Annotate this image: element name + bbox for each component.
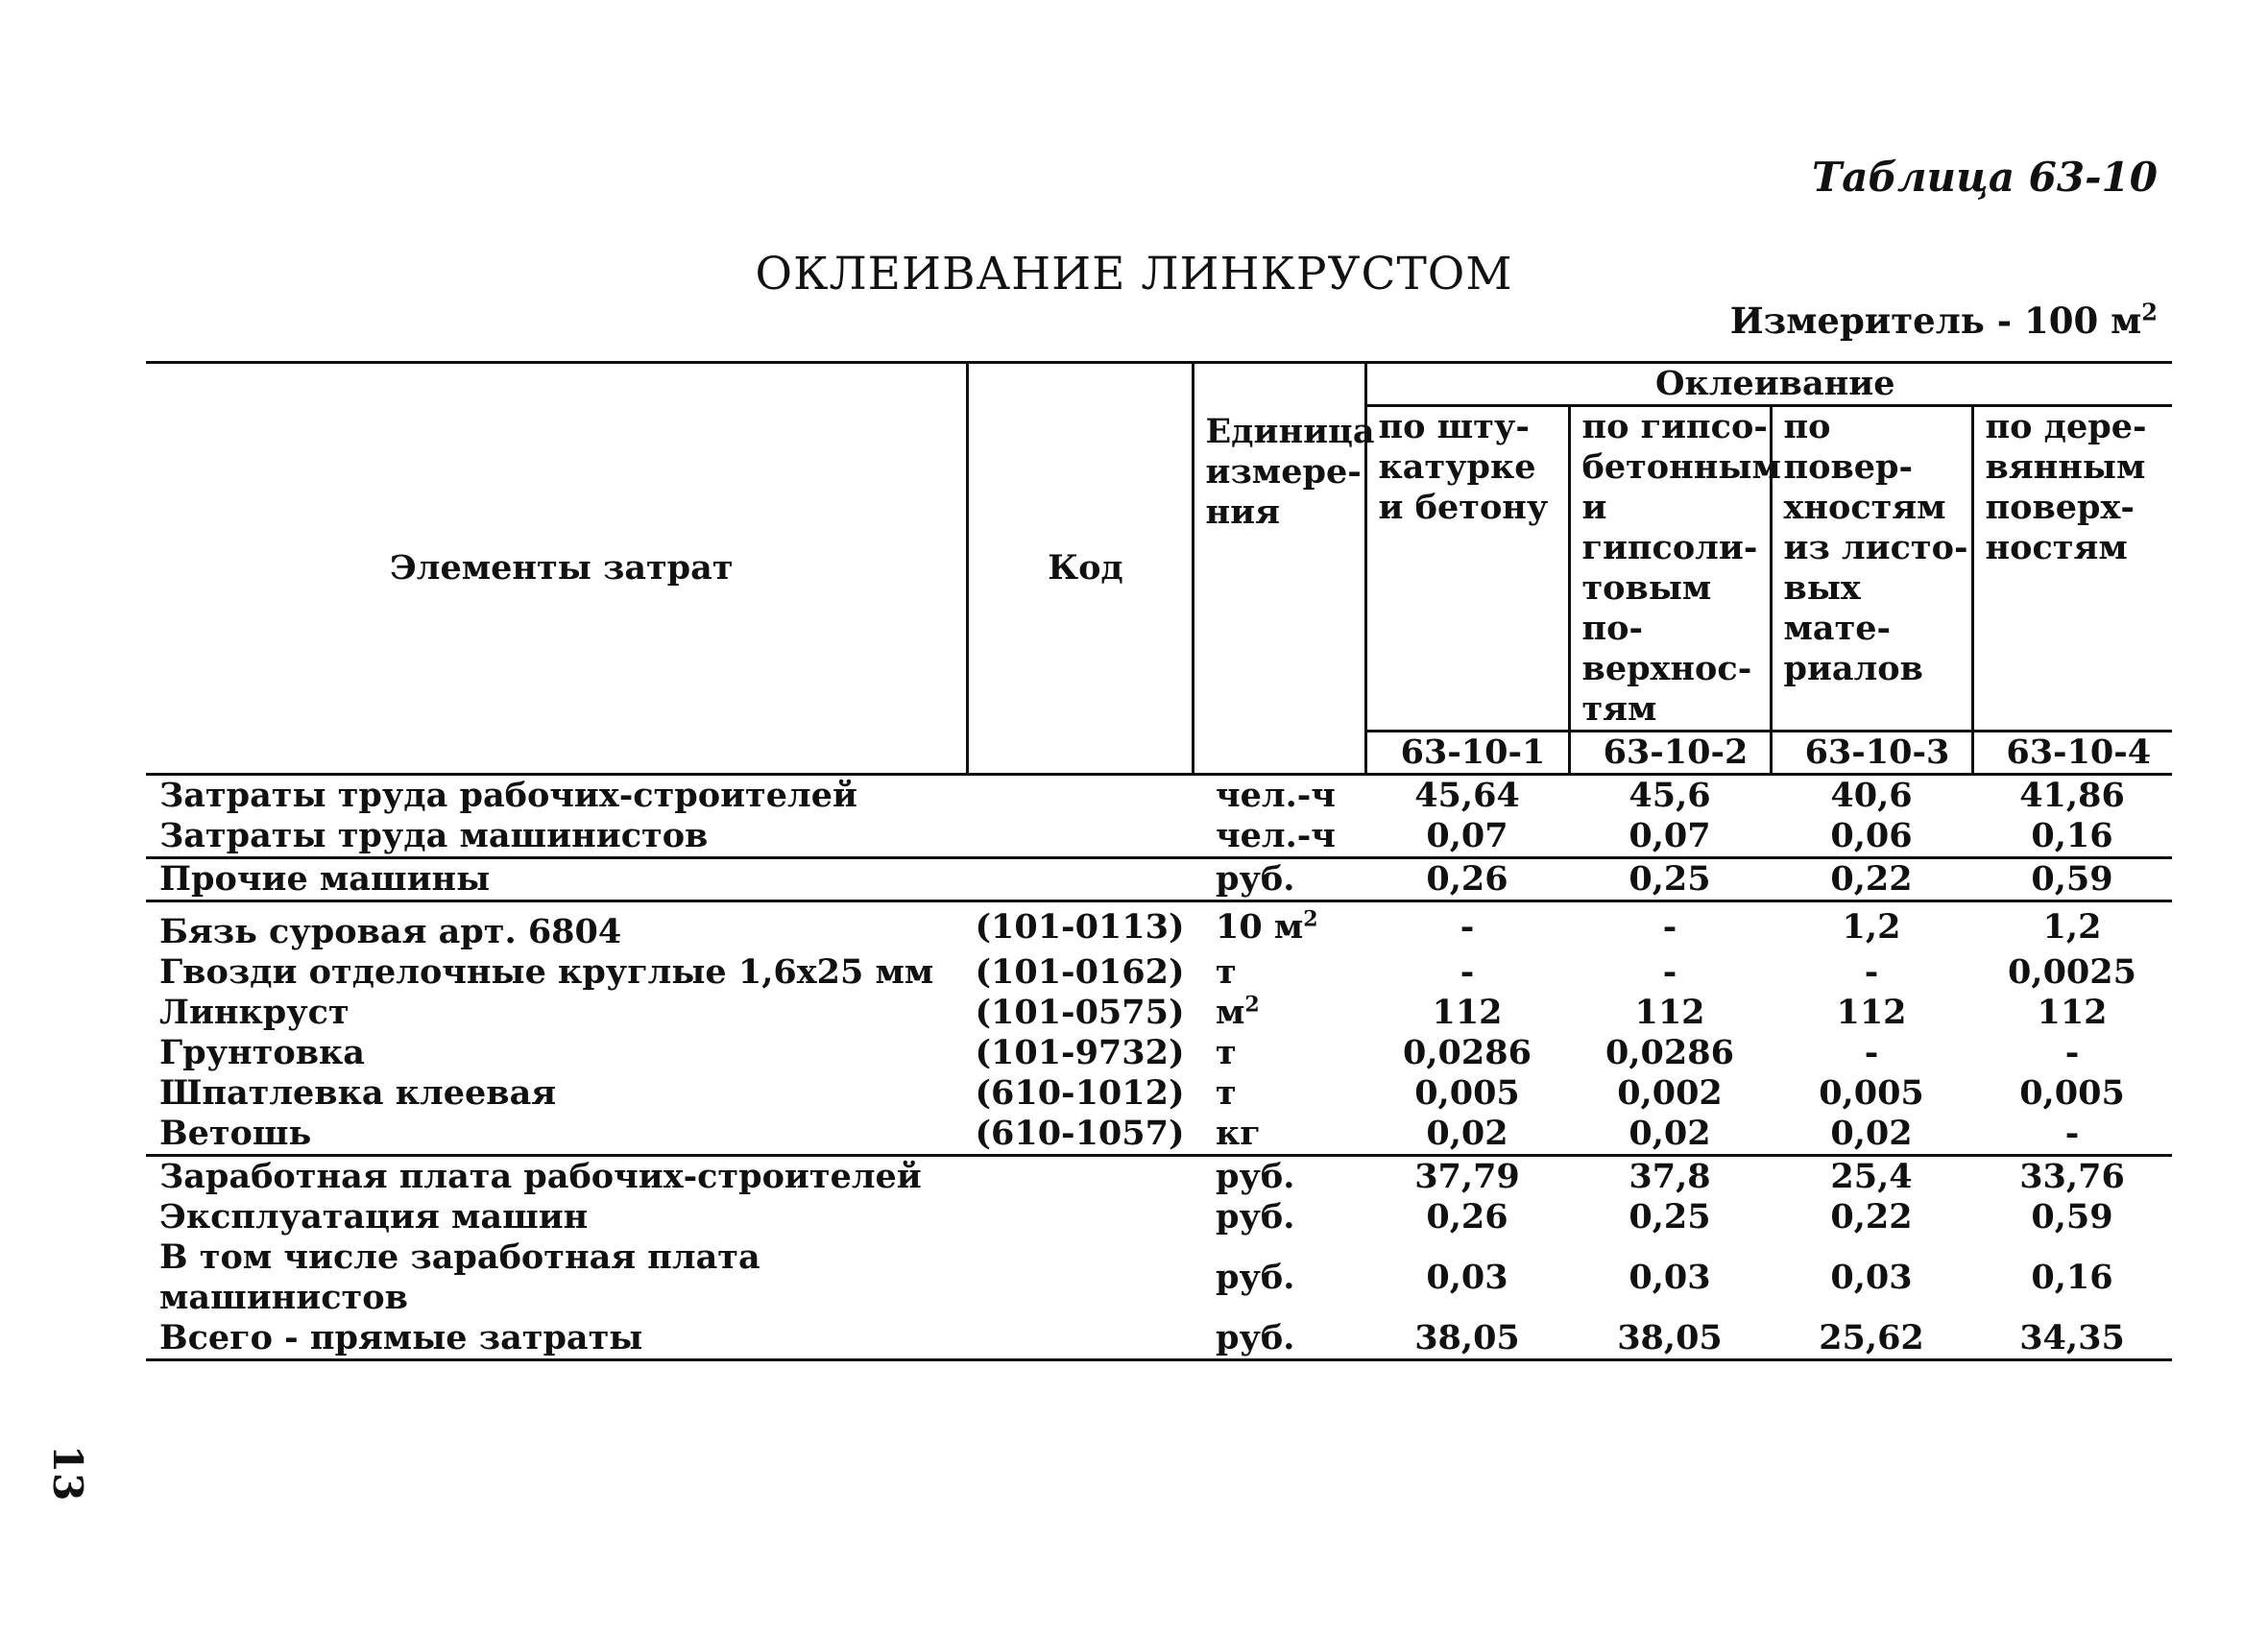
row-value-4: 1,2 xyxy=(1972,901,2172,953)
subcol-3-label: по повер- хностям из листо- вых мате- риалов xyxy=(1771,406,1972,732)
row-unit xyxy=(1193,1156,1365,1198)
row-unit-text: 10 м xyxy=(1216,907,1304,947)
row-value-2: - xyxy=(1569,901,1771,953)
row-value-1: 0,03 xyxy=(1426,1258,1508,1297)
row-value-4: 0,0025 xyxy=(2008,952,2136,992)
row-code xyxy=(967,858,1193,901)
row-value-2: 38,05 xyxy=(1569,1318,1771,1360)
row-value-1: - xyxy=(1365,901,1569,953)
row-element: Прочие машины xyxy=(146,858,967,901)
table-header xyxy=(146,363,2172,775)
row-unit-sup: 2 xyxy=(1303,906,1318,932)
table-row xyxy=(146,1318,2172,1360)
row-value-1: 0,07 xyxy=(1426,816,1508,855)
table-row xyxy=(146,775,2172,817)
row-unit xyxy=(1193,1033,1365,1073)
row-value-4: 33,76 xyxy=(1972,1156,2172,1198)
row-unit-text: руб. xyxy=(1216,1197,1295,1237)
row-code: (610-1012) xyxy=(975,1073,1185,1113)
row-code xyxy=(967,1197,1193,1237)
row-code: (101-0113) xyxy=(967,901,1193,953)
row-value-4: 0,59 xyxy=(2031,1197,2113,1237)
row-value-4: 0,16 xyxy=(2031,816,2113,855)
table-row xyxy=(146,1237,2172,1318)
row-value-2: 0,25 xyxy=(1629,1197,1711,1237)
row-element: Гвозди отделочные круглые 1,6х25 мм xyxy=(159,952,934,992)
row-value-1: 0,0286 xyxy=(1403,1033,1532,1072)
row-value-4: 112 xyxy=(2037,993,2108,1032)
row-unit-sup: 2 xyxy=(1244,992,1260,1018)
row-value-4: - xyxy=(2064,1033,2080,1072)
row-value-3: 0,22 xyxy=(1771,858,1972,901)
row-value-3: 0,005 xyxy=(1819,1073,1924,1113)
row-value-3: 25,62 xyxy=(1771,1318,1972,1360)
row-unit-text: руб. xyxy=(1216,1157,1295,1196)
subcol-3-code: 63-10-3 xyxy=(1771,732,1972,775)
row-unit-text: кг xyxy=(1216,1114,1261,1153)
row-value-4: 0,005 xyxy=(2019,1073,2125,1113)
row-unit-text: чел.-ч xyxy=(1216,816,1336,855)
row-unit-text: руб. xyxy=(1216,1318,1295,1357)
row-value-3: 1,2 xyxy=(1771,901,1972,953)
row-value-3: - xyxy=(1864,1033,1879,1072)
row-value-2: 0,002 xyxy=(1617,1073,1723,1113)
row-value-2: 0,07 xyxy=(1629,816,1711,855)
row-element: Затраты труда рабочих-строителей xyxy=(159,776,857,815)
row-value-1: 0,005 xyxy=(1414,1073,1520,1113)
row-value-1: 38,05 xyxy=(1365,1318,1569,1360)
row-unit xyxy=(1193,858,1365,901)
row-value-1: 0,02 xyxy=(1426,1114,1508,1153)
row-unit xyxy=(1193,1197,1365,1237)
table-label: Таблица 63-10 xyxy=(1812,154,2158,201)
row-value-3: 40,6 xyxy=(1830,776,1913,815)
header-group: Оклеивание xyxy=(1365,363,2172,406)
row-element: Всего - прямые затраты xyxy=(146,1318,967,1360)
page-title: ОКЛЕИВАНИЕ ЛИНКРУСТОМ xyxy=(755,248,1513,300)
table-row xyxy=(146,1156,2172,1198)
row-value-1: 0,26 xyxy=(1365,858,1569,901)
row-unit-text: т xyxy=(1216,952,1237,992)
subcol-4-code: 63-10-4 xyxy=(1972,732,2172,775)
row-value-2: 37,8 xyxy=(1569,1156,1771,1198)
row-unit xyxy=(1193,901,1365,953)
table-body xyxy=(146,775,2172,1360)
measurer-sup: 2 xyxy=(2141,298,2158,326)
row-value-2: 0,0286 xyxy=(1605,1033,1734,1072)
row-code xyxy=(967,1156,1193,1198)
header-unit: Единица измере- ния xyxy=(1193,363,1365,775)
row-value-3: 0,06 xyxy=(1830,816,1913,855)
row-element: Грунтовка xyxy=(159,1033,365,1072)
measurer-label xyxy=(1730,300,2158,342)
row-element: Ветошь xyxy=(159,1114,312,1153)
row-value-3: 112 xyxy=(1836,993,1907,1032)
row-unit xyxy=(1193,1073,1365,1114)
row-unit-text: т xyxy=(1216,1073,1237,1113)
row-unit xyxy=(1193,1114,1365,1156)
row-value-1: 45,64 xyxy=(1414,776,1520,815)
row-value-3: 0,22 xyxy=(1830,1197,1913,1237)
row-value-3: 0,03 xyxy=(1830,1258,1913,1297)
row-value-1: 0,26 xyxy=(1426,1197,1508,1237)
row-unit-text: руб. xyxy=(1216,1258,1295,1297)
row-unit-text: руб. xyxy=(1216,859,1295,899)
row-value-3: - xyxy=(1864,952,1879,992)
row-unit xyxy=(1193,993,1365,1033)
table-row xyxy=(146,1114,2172,1156)
row-element: Эксплуатация машин xyxy=(159,1197,589,1237)
subcol-2-label: по гипсо- бетонным и гипсоли- товым по- верхнос- тям xyxy=(1569,406,1771,732)
row-value-2: 0,03 xyxy=(1629,1258,1711,1297)
row-element: Затраты труда машинистов xyxy=(159,816,709,855)
subcol-1-code: 63-10-1 xyxy=(1365,732,1569,775)
measurer-text: Измеритель - 100 м xyxy=(1729,300,2142,342)
row-unit-text: т xyxy=(1216,1033,1237,1072)
row-code xyxy=(967,1237,1193,1318)
subcol-2-code: 63-10-2 xyxy=(1569,732,1771,775)
table-row xyxy=(146,816,2172,858)
header-code: Код xyxy=(967,363,1193,775)
row-element: Заработная плата рабочих-строителей xyxy=(146,1156,967,1198)
row-element: Линкруст xyxy=(159,993,350,1032)
row-value-1: - xyxy=(1460,952,1475,992)
row-value-2: 0,02 xyxy=(1629,1114,1711,1153)
row-code xyxy=(967,775,1193,817)
row-unit xyxy=(1193,952,1365,993)
row-value-3: 0,02 xyxy=(1830,1114,1913,1153)
row-unit-text: чел.-ч xyxy=(1216,776,1336,815)
row-value-4: - xyxy=(2064,1114,2080,1153)
table-row xyxy=(146,952,2172,993)
header-elements: Элементы затрат xyxy=(146,363,967,775)
row-code: (101-9732) xyxy=(975,1033,1185,1072)
page-number: 13 xyxy=(44,1445,91,1501)
row-unit xyxy=(1193,1318,1365,1360)
row-value-4: 0,16 xyxy=(2031,1258,2113,1297)
row-code: (101-0575) xyxy=(975,993,1185,1032)
row-value-2: 45,6 xyxy=(1629,776,1711,815)
row-value-1: 37,79 xyxy=(1365,1156,1569,1198)
row-unit xyxy=(1193,775,1365,817)
row-code: (610-1057) xyxy=(975,1114,1185,1153)
row-element: В том числе заработная плата машинистов xyxy=(159,1237,760,1317)
subcol-4-label: по дере- вянным поверх- ностям xyxy=(1972,406,2172,732)
table-row xyxy=(146,858,2172,901)
row-unit xyxy=(1193,816,1365,858)
table-row xyxy=(146,993,2172,1033)
table-row xyxy=(146,901,2172,953)
row-element: Шпатлевка клеевая xyxy=(159,1073,557,1113)
row-value-2: 112 xyxy=(1634,993,1705,1032)
table-row xyxy=(146,1073,2172,1114)
row-code: (101-0162) xyxy=(975,952,1185,992)
subcol-1-label: по шту- катурке и бетону xyxy=(1365,406,1569,732)
row-unit xyxy=(1193,1237,1365,1318)
cost-table xyxy=(146,361,2172,1361)
row-element: Бязь суровая арт. 6804 xyxy=(146,901,967,953)
row-value-2: 0,25 xyxy=(1569,858,1771,901)
row-value-4: 34,35 xyxy=(1972,1318,2172,1360)
row-code xyxy=(967,816,1193,858)
row-code xyxy=(967,1318,1193,1360)
row-value-3: 25,4 xyxy=(1771,1156,1972,1198)
row-unit-text: м xyxy=(1216,993,1245,1032)
row-value-4: 41,86 xyxy=(2019,776,2125,815)
table-row xyxy=(146,1197,2172,1237)
row-value-2: - xyxy=(1662,952,1677,992)
table-row xyxy=(146,1033,2172,1073)
row-value-4: 0,59 xyxy=(1972,858,2172,901)
row-value-1: 112 xyxy=(1432,993,1503,1032)
